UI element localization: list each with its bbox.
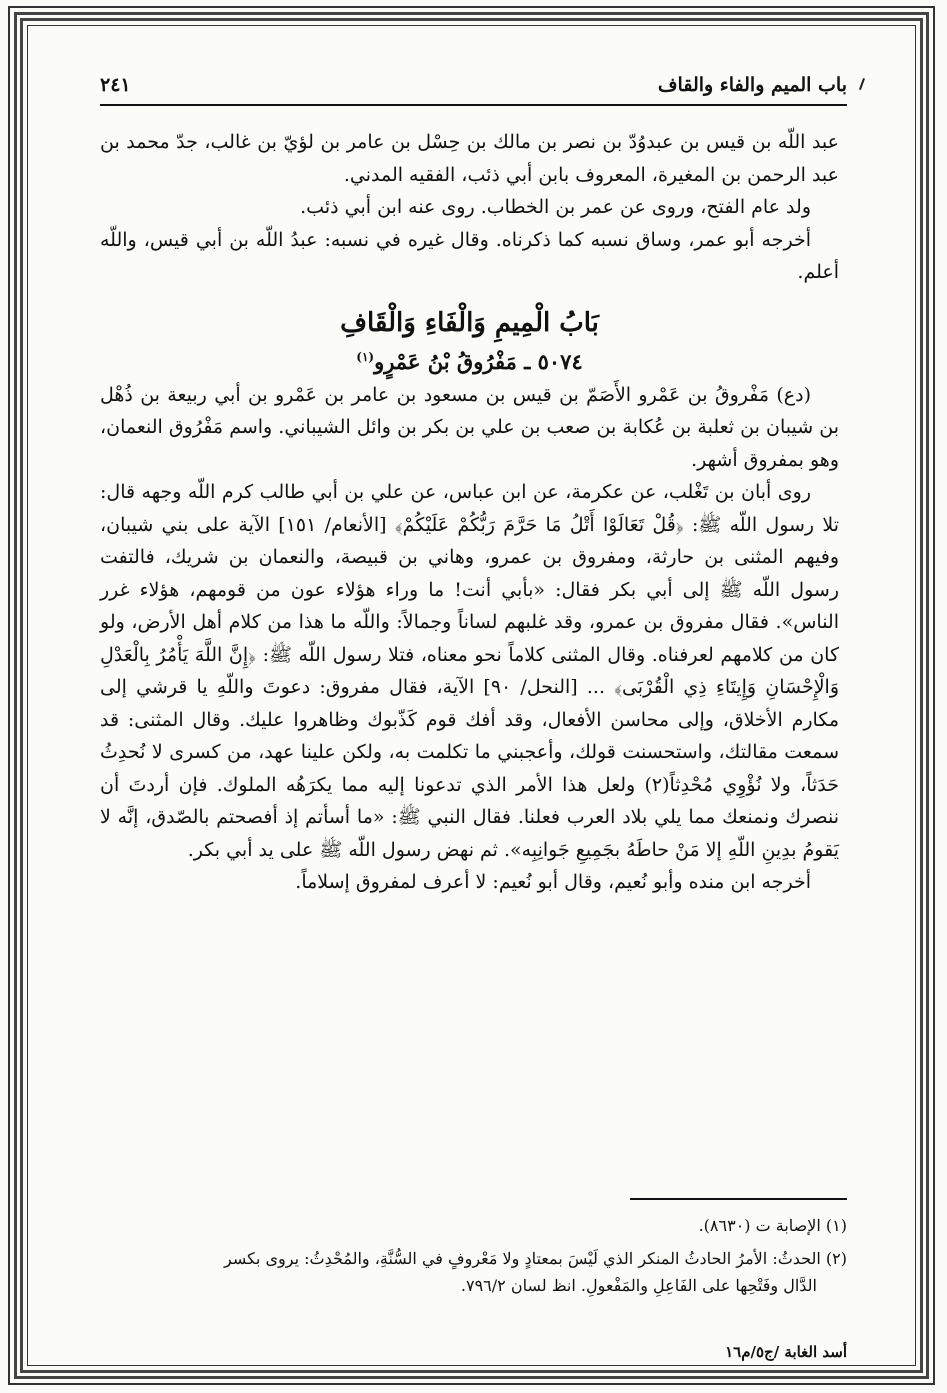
main-text [100,126,839,899]
header-rule [100,104,847,106]
paragraph: روى أبان بن تَغْلب، عن عكرمة، عن ابن عباس، عن علي بن أبي طالب كرم اللّه وجهه قال: تلا رسول اللّه ﷺ: ﴿قُلْ تَعَالَوْا أَتْلُ مَا حَرَّمَ رَبُّكُمْ عَلَيْكُمْ﴾ [الأنعام/ ١٥١] الآية على بني شيبان، وفيهم المثنى بن حارثة، ومفروق بن عمرو، وهاني بن قبيصة، والنعمان بن شريك، فالتفت رسول اللّه ﷺ إلى أبي بكر فقال: «بأبي أنت! ما وراء هؤلاء عون من قومهم، هؤلاء غرر الناس». فقال مفروق بن عمرو، وقد غلبهم لساناً وجمالاً: واللّه ما هذا من كلام أهل الأرض، ولو كان من كلامهم لعرفناه. وقال المثنى كلاماً نحو معناه، فتلا رسول اللّه ﷺ: ﴿إِنَّ اللَّهَ يَأْمُرُ بِالْعَدْلِ وَالْإِحْسَانِ وَإِيتَاءِ ذِي الْقُرْبَى﴾ ... [النحل/ ٩٠] الآية، فقال مفروق: دعوتَ واللّهِ يا قرشي إلى مكارم الأخلاق، وإلى محاسن الأفعال، وقد أفك قوم كَذّبوك وظاهروا عليك. وقال المثنى: قد سمعت مقالتك، واستحسنت قولك، وأعجبني ما تكلمت به، ولكن علينا عهد، من كسرى لا نُحدِثُ حَدَثاً، ولا نُؤْوِي مُحْدِثاً(٢) ولعل هذا الأمر الذي تدعونا إليه مما يكرَهُه الملوك. فإن أردتَ أن ننصرك ونمنعك مما يلي بلاد العرب فعلنا. فقال النبي ﷺ: «ما أسأتم إذ أفصحتم بالصّدق، إنَّه لا يَقومُ بدِينِ اللّهِ إلا مَنْ حاطَهُ بجَمِيعِ جَوانِبِه». ثم نهض رسول اللّه ﷺ على يد أبي بكر. [100,481,839,861]
entry-heading [100,345,839,379]
footnote-marker: (١) [356,349,375,364]
paragraph: أخرجه ابن منده وأبو نُعيم، وقال أبو نُعيم: لا أعرف لمفروق إسلاماً. [295,871,811,893]
footnote-text: (٢) الحدثُ: الأمرُ الحادثُ المنكر الذي لَيْسَ بمعتادٍ ولا مَعْروفٍ في السُّنَّةِ، والمُحْدِثُ: يروى بكسر [224,1249,847,1268]
footnote-continuation: الدَّال وفَتْحِها على الفَاعِلِ والمَفْعولِ. انظ لسان ٧٩٦/٢. [460,1276,817,1295]
running-header [100,70,847,100]
chapter-title: باب الميم والفاء والقاف [657,74,847,96]
footnote-rule [630,1198,847,1200]
footnote [100,1245,847,1299]
footnote: (١) الإصابة ت (٨٦٣٠). [698,1216,847,1235]
signature-mark: أسد الغابة /ج٥/م١٦ [725,1343,847,1361]
entry-title: ٥٠٧٤ ـ مَفْرُوقُ بْنُ عَمْرٍو [374,348,583,374]
paragraph: عبد اللّه بن قيس بن عبدوُدّ بن نصر بن مالك بن حِسْل بن عامر بن لؤيّ بن غالب، جدّ محمد بن عبد الرحمن بن المغيرة، المعروف بابن أبي ذئب، الفقيه المدني. [100,131,839,186]
footnotes [100,1212,847,1305]
page-number: ٢٤١ [100,74,131,96]
section-title: بَابُ الْمِيمِ وَالْفَاءِ وَالْقَافِ [340,307,599,338]
paragraph: (دع) مَفْروقُ بن عَمْرو الأَصَمّ بن قيس بن مسعود بن عامر بن عَمْرو بن أبي ربيعة بن ذُهْل بن شيبان بن ثعلبة بن عُكابة بن صعب بن علي بن بكر بن وائل الشيباني. واسم مَفْرُوق النعمان، وهو بمفروق أشهر. [100,383,839,471]
paragraph: ولد عام الفتح، وروى عن عمر بن الخطاب. روى عنه ابن أبي ذئب. [300,196,811,218]
paragraph: أخرجه أبو عمر، وساق نسبه كما ذكرناه. وقال غيره في نسبه: عبدُ اللّه بن أبي قيس، واللّه أعلم. [100,228,839,283]
